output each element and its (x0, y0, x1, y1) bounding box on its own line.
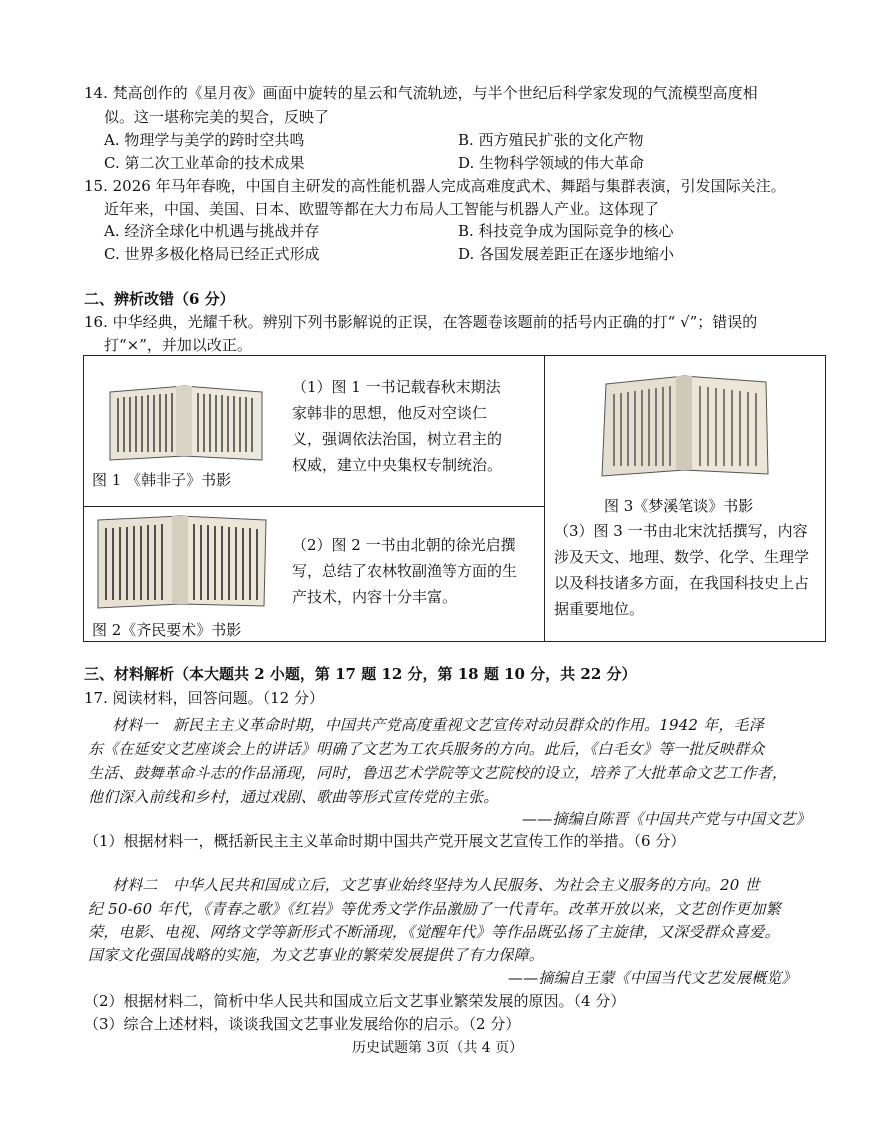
material1-source: ——摘编自陈晋《中国共产党与中国文艺》 (522, 810, 811, 828)
q16-line2: 打“×”，并加以改正。 (104, 336, 252, 354)
q17-part3: （3）综合上述材料，谈谈我国文艺事业发展给你的启示。（2 分） (84, 1015, 521, 1033)
material2-line4: 国家文化强国战略的实施，为文艺事业的繁荣发展提供了有力保障。 (88, 946, 545, 964)
q15-option-b: B. 科技竞争成为国际竞争的核心 (458, 222, 674, 240)
q17-part2: （2）根据材料二，简析中华人民共和国成立后文艺事业繁荣发展的原因。（4 分） (84, 992, 626, 1010)
item3-text: （3）图 3 一书由北宋沈括撰写，内容涉及天文、地理、数学、化学、生理学以及科技诸多方面，在我国科技史上占据重要地位。 (554, 522, 810, 618)
fig1-caption: 图 1 《韩非子》书影 (92, 471, 232, 489)
q15-option-a: A. 经济全球化中机遇与挑战并存 (104, 222, 320, 240)
q14-option-d: D. 生物科学领域的伟大革命 (458, 154, 645, 172)
book-image-hanfeizi (106, 382, 266, 464)
fig2-caption: 图 2《齐民要术》书影 (92, 621, 242, 639)
material1-line1: 材料一 新民主主义革命时期，中国共产党高度重视文艺宣传对动员群众的作用。1942 年，毛泽 (112, 716, 764, 734)
material1-line3: 生活、鼓舞革命斗志的作品涌现，同时，鲁迅艺术学院等文艺院校的设立，培养了大批革命文艺工作者， (88, 764, 788, 782)
material2-line2: 纪 50-60 年代，《青春之歌》《红岩》等优秀文学作品激励了一代青年。改革开放以来，文艺创作更加繁 (88, 900, 781, 918)
q15-stem-line2: 近年来，中国、美国、日本、欧盟等都在大力布局人工智能与机器人产业。这体现了 (104, 200, 660, 218)
page-footer: 历史试题第 3页（共 4 页） (352, 1040, 524, 1056)
book-image-qiminyaoshu (94, 512, 270, 610)
material2-source: ——摘编自王蒙《中国当代文艺发展概览》 (508, 969, 797, 987)
q15-option-c: C. 世界多极化格局已经正式形成 (104, 245, 320, 263)
q14-stem-line1: 14. 梵高创作的《星月夜》画面中旋转的星云和气流轨迹，与半个世纪后科学家发现的气流模型高度相 (84, 84, 758, 102)
q15-stem-line1: 15. 2026 年马年春晚，中国自主研发的高性能机器人完成高难度武术、舞蹈与集群表演，引发国际关注。 (84, 177, 786, 195)
q14-option-a: A. 物理学与美学的跨时空共鸣 (104, 131, 305, 149)
q17-stem: 17. 阅读材料，回答问题。（12 分） (84, 689, 324, 707)
book-image-mengxibitan (600, 374, 770, 478)
q16-line1: 16. 中华经典，光耀千秋。辨别下列书影解说的正误，在答题卷该题前的括号内正确的打“ √”；错误的 (84, 313, 758, 331)
item2-text: （2）图 2 一书由北朝的徐光启撰写，总结了农林牧副渔等方面的生产技术，内容十分丰富。 (292, 536, 518, 606)
material1-line2: 东《在延安文艺座谈会上的讲话》明确了文艺为工农兵服务的方向。此后，《白毛女》等一批反映群众 (88, 740, 765, 758)
section2-heading: 二、辨析改错（6 分） (84, 290, 235, 308)
q14-option-c: C. 第二次工业革命的技术成果 (104, 154, 305, 172)
fig3-caption: 图 3《梦溪笔谈》书影 (604, 497, 754, 515)
material1-line4: 他们深入前线和乡村，通过戏剧、歌曲等形式宣传党的主张。 (88, 788, 499, 806)
section3-heading: 三、材料解析（本大题共 2 小题，第 17 题 12 分，第 18 题 10 分，共 22 分） (84, 665, 637, 683)
q15-option-d: D. 各国发展差距正在逐步地缩小 (458, 245, 675, 263)
q14-stem-line2: 似。这一堪称完美的契合，反映了 (104, 108, 330, 126)
material2-line3: 荣，电影、电视、网络文学等新形式不断涌现，《觉醒年代》等作品既弘扬了主旋律，又深受群众喜爱。 (88, 923, 780, 941)
q17-part1: （1）根据材料一，概括新民主主义革命时期中国共产党开展文艺宣传工作的举措。（6 分） (84, 832, 686, 850)
item1-text: （1）图 1 一书记载春秋末期法家韩非的思想，他反对空谈仁义，强调依法治国，树立君主的权威，建立中央集权专制统治。 (292, 378, 503, 474)
q14-option-b: B. 西方殖民扩张的文化产物 (458, 131, 644, 149)
material2-line1: 材料二 中华人民共和国成立后，文艺事业始终坚持为人民服务、为社会主义服务的方向。20 世 (112, 876, 760, 894)
book-table (83, 355, 826, 642)
